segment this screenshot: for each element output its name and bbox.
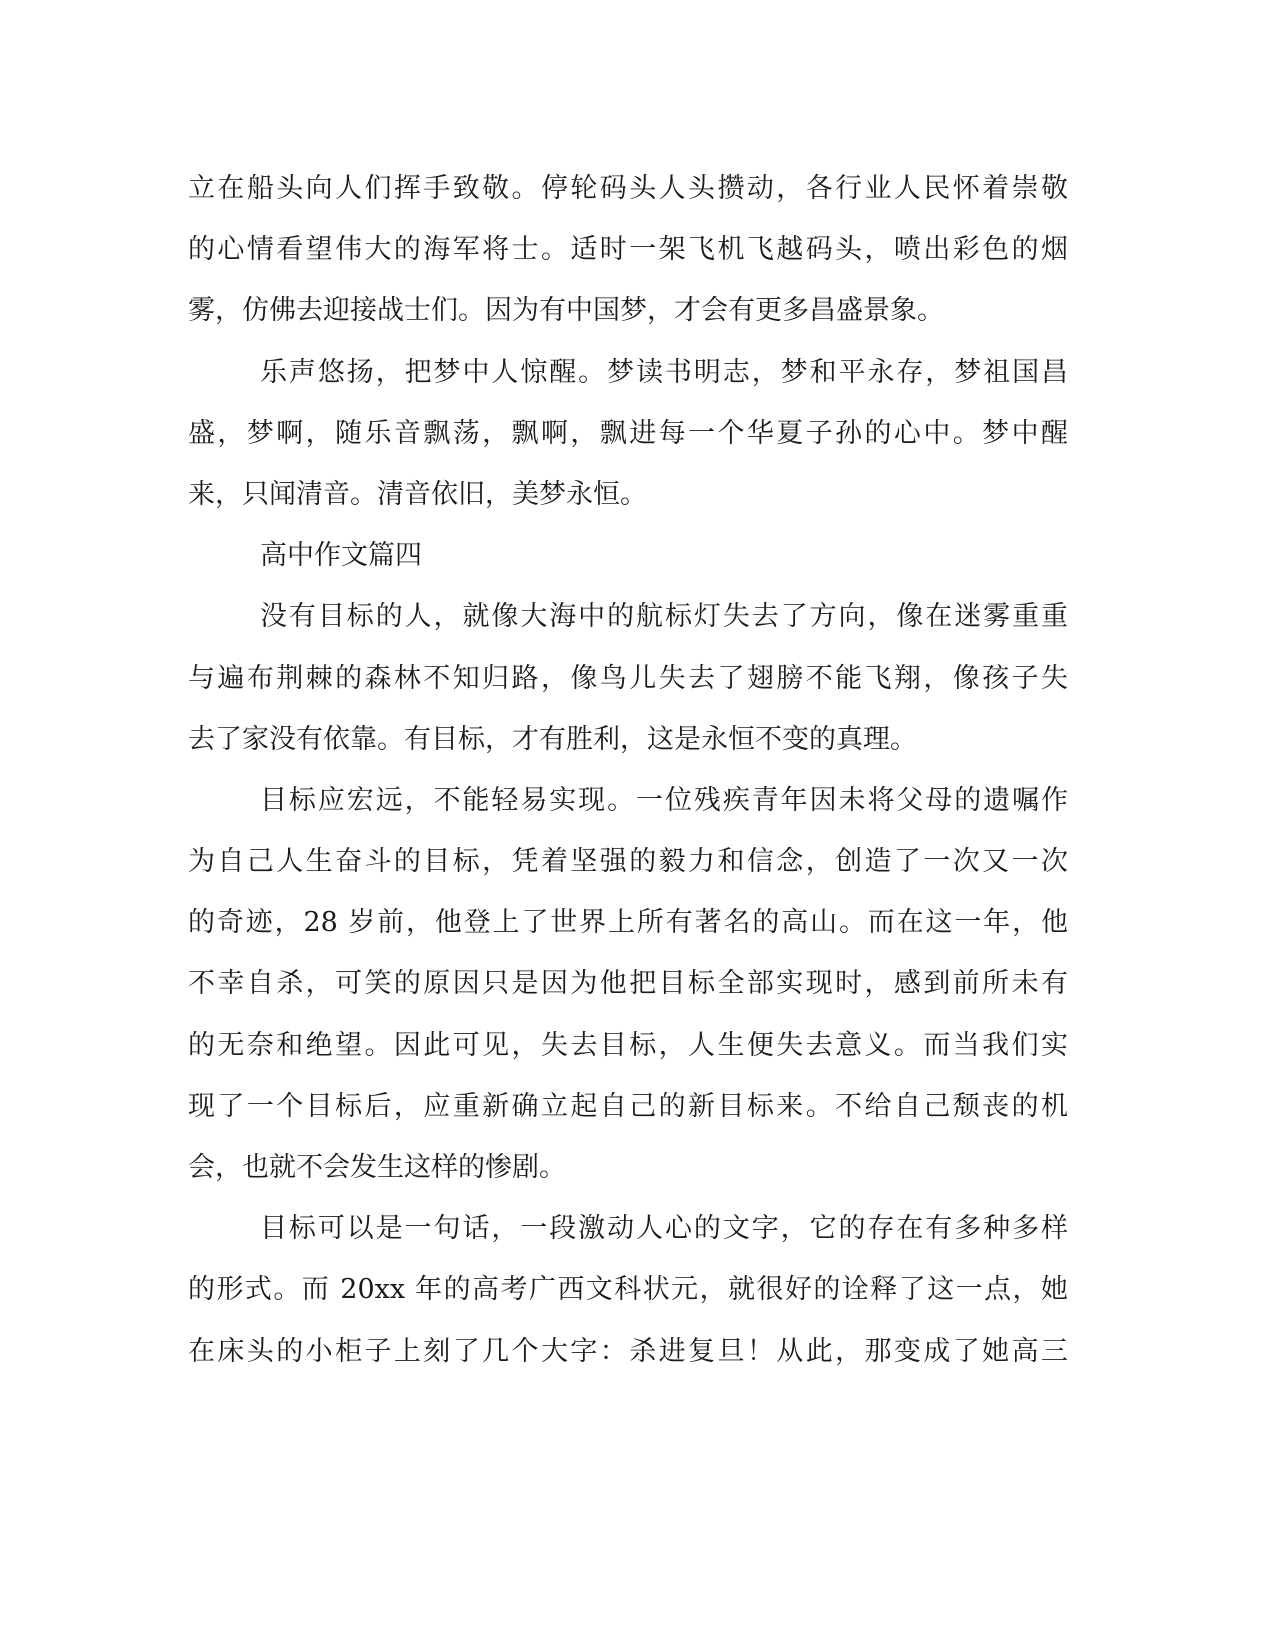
- text-line: 为自己人生奋斗的目标，凭着坚强的毅力和信念，创造了一次又一次: [188, 846, 1068, 878]
- section-heading: 高中作文篇四: [260, 540, 422, 572]
- text-line: 在床头的小柜子上刻了几个大字：杀进复旦！从此，那变成了她高三: [188, 1335, 1068, 1367]
- paragraph-first-line: 没有目标的人，就像大海中的航标灯失去了方向，像在迷雾重重: [260, 601, 1068, 633]
- text-line: 来，只闻清音。清音依旧，美梦永恒。: [188, 478, 647, 510]
- text-line: 立在船头向人们挥手致敬。停轮码头人头攒动，各行业人民怀着崇敬: [188, 173, 1068, 204]
- text-line: 现了一个目标后，应重新确立起自己的新目标来。不给自己颓丧的机: [188, 1090, 1068, 1122]
- text-line: 不幸自杀，可笑的原因只是因为他把目标全部实现时，感到前所未有: [188, 968, 1068, 1000]
- text-line: 与遍布荆棘的森林不知归路，像鸟儿失去了翅膀不能飞翔，像孩子失: [188, 662, 1068, 694]
- text-line: 的无奈和绝望。因此可见，失去目标，人生便失去意义。而当我们实: [188, 1029, 1068, 1061]
- paragraph-first-line: 目标应宏远，不能轻易实现。一位残疾青年因未将父母的遗嘱作: [260, 784, 1068, 816]
- text-line: 的形式。而 20xx 年的高考广西文科状元，就很好的诠释了这一点，她: [188, 1274, 1068, 1306]
- text-line: 的奇迹，28 岁前，他登上了世界上所有著名的高山。而在这一年，他: [188, 907, 1068, 939]
- text-line: 会，也就不会发生这样的惨剧。: [188, 1152, 566, 1183]
- text-line: 盛，梦啊，随乐音飘荡，飘啊，飘进每一个华夏子孙的心中。梦中醒: [188, 417, 1068, 449]
- text-line: 的心情看望伟大的海军将士。适时一架飞机飞越码头，喷出彩色的烟: [188, 234, 1068, 266]
- text-line: 雾，仿佛去迎接战士们。因为有中国梦，才会有更多昌盛景象。: [188, 295, 944, 327]
- paragraph-first-line: 目标可以是一句话，一段激动人心的文字，它的存在有多种多样: [260, 1213, 1068, 1245]
- body-text: [188, 158, 1068, 1382]
- paragraph-first-line: 乐声悠扬，把梦中人惊醒。梦读书明志，梦和平永存，梦祖国昌: [260, 356, 1068, 388]
- text-line: 去了家没有依靠。有目标，才有胜利，这是永恒不变的真理。: [188, 723, 917, 755]
